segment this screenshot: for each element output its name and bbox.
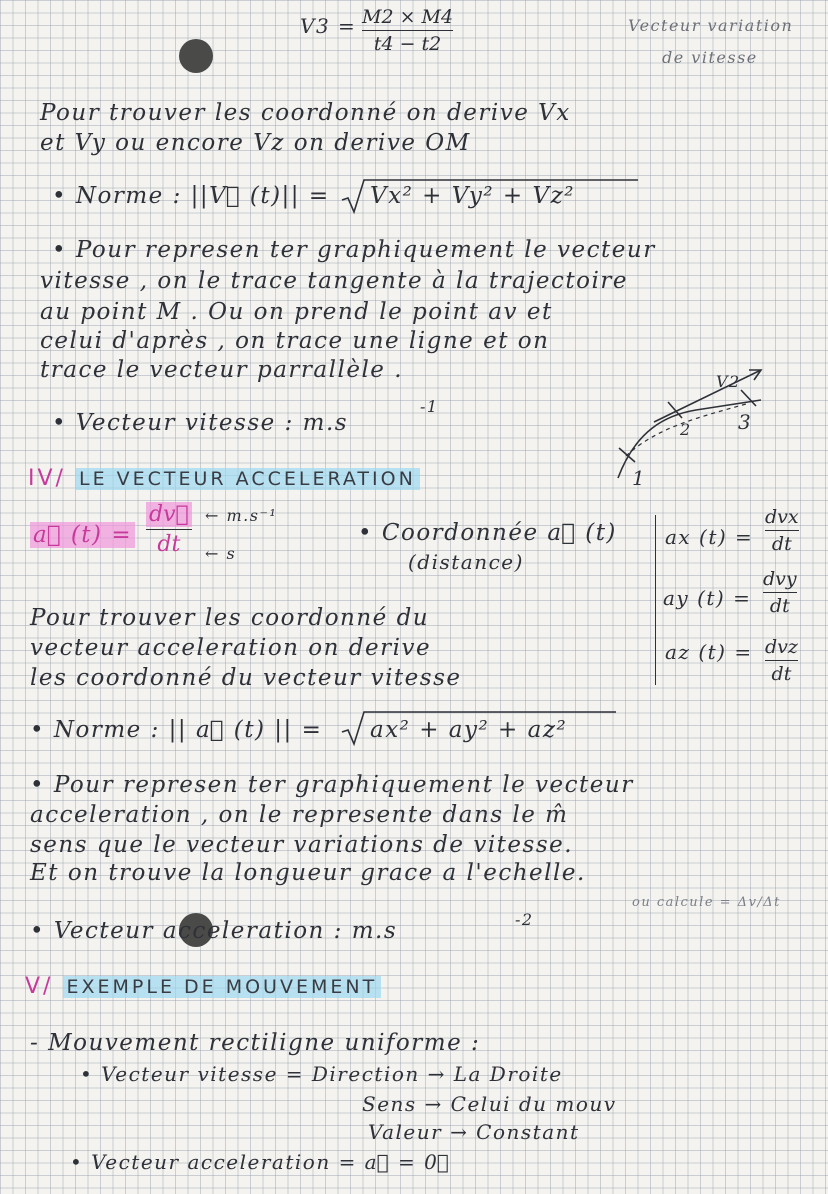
p2-line1: • Pour represen ter graphiquement le vecteur: [52, 237, 656, 263]
unit-a-exp: -2: [515, 910, 534, 929]
coord-az-label: az (t) =: [665, 640, 753, 664]
coord-az-fraction: dvz dt: [765, 636, 798, 685]
accel-unit-num: ← m.s⁻¹: [205, 506, 278, 525]
p5-line3: Sens → Celui du mouv: [362, 1092, 617, 1116]
v3-numerator: M2 × M4: [362, 6, 454, 28]
side-note-line2: de vitesse: [662, 48, 758, 67]
p2-line3: au point M . Ou on prend le point av et: [40, 299, 553, 325]
diagram-label-3: 3: [738, 410, 753, 434]
v3-fraction: [362, 6, 453, 55]
section-iv-heading: [28, 466, 420, 491]
accel-lhs: a⃗ (t) =: [30, 522, 135, 548]
fraction-bar: [146, 529, 192, 530]
norme-v-label: • Norme : ||V⃗ (t)|| =: [52, 183, 330, 209]
p4-line4: Et on trouve la longueur grace a l'echelle.: [30, 860, 586, 886]
norme-a-label: • Norme : || a⃗ (t) || =: [30, 717, 323, 743]
diagram-label-v2: V2: [716, 372, 741, 391]
p3-line1: Pour trouver les coordonné du: [30, 605, 430, 631]
coord-ax-fraction: dvx dt: [765, 506, 799, 555]
p1-line2: et Vy ou encore Vz on derive OM: [40, 130, 471, 156]
coord-label: • Coordonnée a⃗ (t): [358, 520, 617, 546]
p2-line4: celui d'après , on trace une ligne et on: [40, 328, 550, 354]
v3-label: V3 =: [300, 14, 357, 38]
p3-line3: les coordonné du vecteur vitesse: [30, 665, 462, 691]
coord-ax-label: ax (t) =: [665, 525, 754, 549]
section-iv-roman: IV/: [28, 466, 66, 491]
section-v-roman: V/: [25, 974, 54, 999]
coord-bracket: [655, 515, 656, 685]
p5-line1: - Mouvement rectiligne uniforme :: [30, 1030, 481, 1056]
section-v-title: EXEMPLE DE MOUVEMENT: [63, 976, 382, 998]
accel-fraction: [146, 502, 192, 557]
p3-line2: vecteur acceleration on derive: [30, 635, 432, 661]
diagram-label-1: 1: [632, 466, 647, 490]
point-tick-3: [741, 390, 756, 406]
p1-line1: Pour trouver les coordonné on derive Vx: [40, 100, 571, 126]
accel-denominator: dt: [157, 532, 181, 557]
p4-note: ou calcule = Δv/Δt: [632, 895, 781, 910]
side-note-line1: Vecteur variation: [628, 16, 794, 35]
norme-a-expr: ax² + ay² + az²: [370, 717, 568, 743]
unit-v-exp: -1: [420, 397, 439, 416]
accel-unit-den: ← s: [205, 544, 237, 563]
coord-ay-label: ay (t) =: [663, 586, 752, 610]
fraction-bar: [362, 30, 453, 31]
norme-v-expr: Vx² + Vy² + Vz²: [370, 183, 575, 209]
accel-numerator: dv⃗: [146, 502, 192, 527]
unit-a-label: • Vecteur acceleration : m.s: [30, 918, 398, 944]
p5-line5: • Vecteur acceleration = a⃗ = 0⃗: [70, 1150, 451, 1174]
diagram-label-2: 2: [680, 420, 692, 439]
v3-denominator: t4 − t2: [373, 33, 442, 55]
p4-line3: sens que le vecteur variations de vitesse.: [30, 832, 574, 858]
coord-ay-fraction: dvy dt: [763, 568, 797, 617]
section-iv-title: LE VECTEUR ACCELERATION: [75, 468, 420, 490]
p5-line2: • Vecteur vitesse = Direction → La Droite: [80, 1062, 563, 1086]
p2-line5: trace le vecteur parrallèle .: [40, 357, 404, 383]
p2-line2: vitesse , on le trace tangente à la trajectoire: [40, 268, 628, 294]
coord-sub: (distance): [408, 550, 524, 574]
binder-hole-top: [179, 39, 213, 73]
p4-line2: acceleration , on le represente dans le m̂: [30, 802, 569, 828]
unit-v-label: • Vecteur vitesse : m.s: [52, 410, 349, 436]
p4-line1: • Pour represen ter graphiquement le vecteur: [30, 772, 634, 798]
p5-line4: Valeur → Constant: [368, 1120, 580, 1144]
section-v-heading: [25, 974, 381, 999]
